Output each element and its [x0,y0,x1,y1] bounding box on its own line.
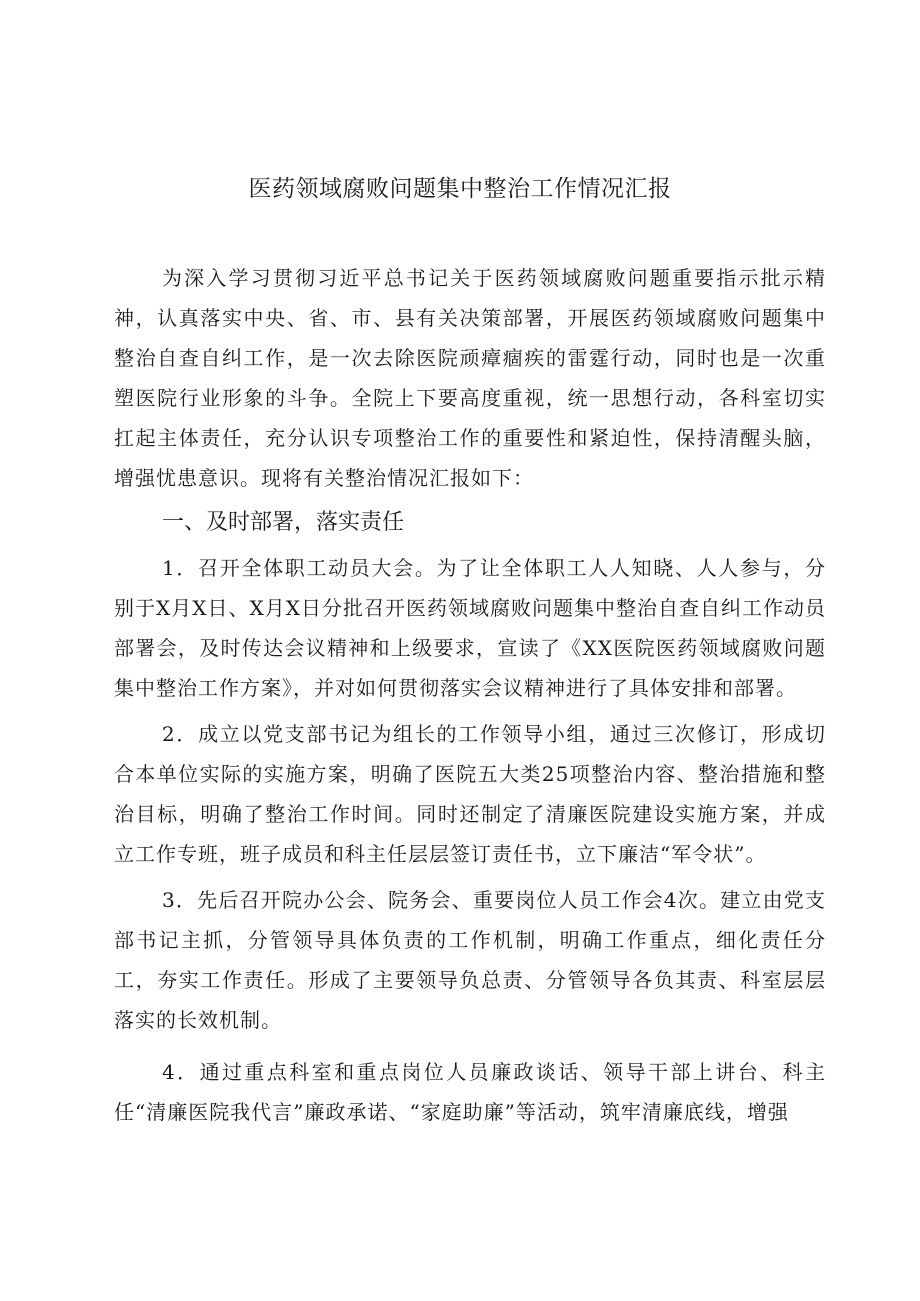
document-title: 医药领域腐败问题集中整治工作情况汇报 [248,176,672,202]
intro-paragraph: 为深入学习贯彻习近平总书记关于医药领域腐败问题重要指示批示精神，认真落实中央、省、市、县有关决策部署，开展医药领域腐败问题集中整治自查自纠工作，是一次去除医院顽瘴痼疾的雷霆行动，同时也是一次重塑医院行业形象的斗争。全院上下要高度重视，统一思想行动，各科室切实扛起主体责任，充分认识专项整治工作的重要性和紧迫性，保持清醒头脑，增强忧患意识。现将有关整治情况汇报如下： [114,266,826,490]
section-1-heading: 一、及时部署，落实责任 [162,510,405,535]
item-4-paragraph: 4．通过重点科室和重点岗位人员廉政谈话、领导干部上讲台、科主任“清廉医院我代言”廉政承诺、“家庭助廉”等活动，筑牢清廉底线，增强 [114,1060,826,1124]
item-1-paragraph: 1．召开全体职工动员大会。为了让全体职工人人知晓、人人参与，分别于X月X日、X月X日分批召开医药领域腐败问题集中整治自查自纠工作动员部署会，及时传达会议精神和上级要求，宣读了《XX医院医药领域腐败问题集中整治工作方案》，并对如何贯彻落实会议精神进行了具体安排和部署。 [114,556,826,700]
document-body [114,258,826,1132]
item-3-paragraph: 3．先后召开院办公会、院务会、重要岗位人员工作会4次。建立由党支部书记主抓，分管领导具体负责的工作机制，明确工作重点，细化责任分工，夯实工作责任。形成了主要领导负总责、分管领导各负其责、科室层层落实的长效机制。 [114,888,826,1032]
item-2-paragraph: 2．成立以党支部书记为组长的工作领导小组，通过三次修订，形成切合本单位实际的实施方案，明确了医院五大类25项整治内容、整治措施和整治目标，明确了整治工作时间。同时还制定了清廉医院建设实施方案，并成立工作专班，班子成员和科主任层层签订责任书，立下廉洁“军令状”。 [114,722,826,866]
